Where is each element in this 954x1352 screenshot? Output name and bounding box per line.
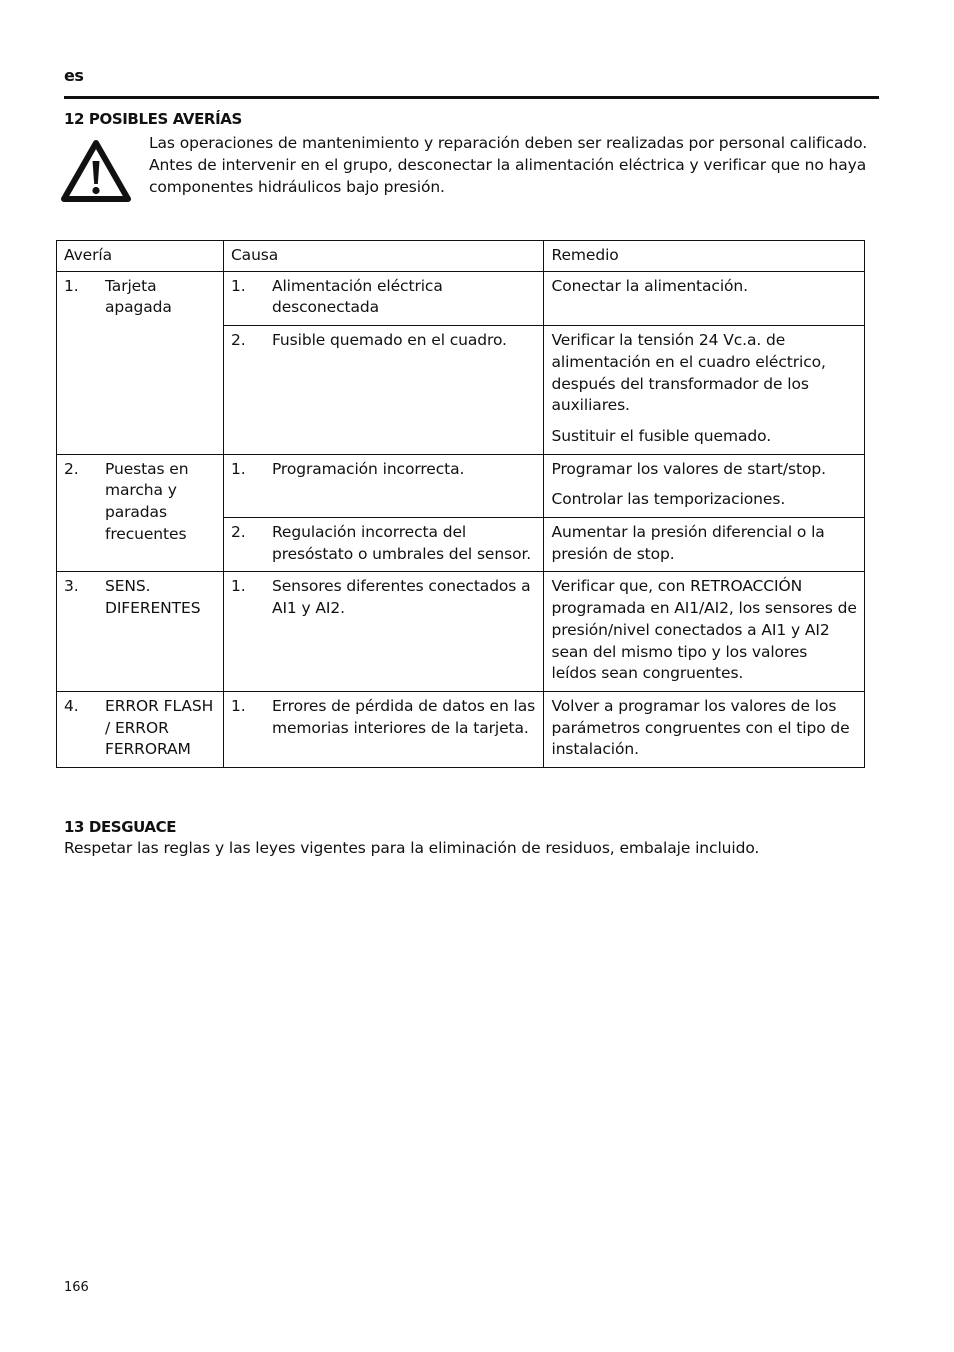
remedy-text: Volver a programar los valores de los parámetros congruentes con el tipo de instalación. (551, 696, 850, 759)
cause-cell (223, 691, 544, 767)
table-row (57, 454, 865, 517)
fault-text: ERROR FLASH / ERROR FERRORAM (105, 696, 214, 759)
remedy-cell (544, 326, 865, 455)
warning-text (149, 132, 879, 198)
page-number: 166 (64, 1280, 89, 1295)
cause-number: 1. (230, 577, 246, 596)
cause-text: Errores de pérdida de datos en las memorias interiores de la tarjeta. (271, 696, 536, 737)
warning-line: Las operaciones de mantenimiento y reparación deben ser realizadas por personal calificado. (149, 134, 868, 152)
remedy-cell (544, 572, 865, 692)
warning-triangle-icon (60, 139, 132, 203)
cause-text: Alimentación eléctrica desconectada (271, 276, 443, 317)
warning-line: componentes hidráulicos bajo presión. (149, 178, 445, 196)
remedy-cell (544, 454, 865, 517)
fault-number: 1. (64, 276, 79, 295)
cause-number: 1. (230, 459, 246, 478)
warning-line: Antes de intervenir en el grupo, desconectar la alimentación eléctrica y verificar que no haya (149, 156, 867, 174)
table-row (57, 691, 865, 767)
fault-number: 3. (64, 577, 79, 596)
section-13-title: 13 DESGUACE (64, 818, 177, 836)
language-tag: es (64, 66, 84, 85)
section-12-title: 12 POSIBLES AVERÍAS (64, 110, 242, 128)
remedy-text: Verificar que, con RETROACCIÓN programada en AI1/AI2, los sensores de presión/nivel conectados a AI1 y AI2 sean del mismo tipo y los valores leídos sean congruentes. (551, 577, 857, 683)
remedy-text: Sustituir el fusible quemado. (551, 426, 772, 445)
remedy-cell (544, 271, 865, 325)
cause-number: 2. (230, 523, 246, 542)
header-cause: Causa (223, 241, 544, 272)
table-header-row (57, 241, 865, 272)
fault-cell (57, 271, 224, 454)
fault-text: Puestas en marcha y paradas frecuentes (105, 459, 189, 543)
header-remedy: Remedio (544, 241, 865, 272)
remedy-cell (544, 518, 865, 572)
remedy-text: Controlar las temporizaciones. (551, 490, 786, 509)
fault-cell (57, 691, 224, 767)
header-rule (64, 96, 879, 99)
cause-number: 1. (230, 696, 246, 715)
fault-text: Tarjeta apagada (105, 276, 172, 317)
troubleshooting-table (56, 240, 865, 768)
cause-text: Regulación incorrecta del presóstato o umbrales del sensor. (271, 523, 532, 563)
cause-number: 1. (230, 276, 246, 295)
remedy-text: Verificar la tensión 24 Vc.a. de alimentación en el cuadro eléctrico, después del transformador de los auxiliares. (551, 331, 826, 415)
table-row (57, 572, 865, 692)
cause-cell (223, 518, 544, 572)
cause-text: Sensores diferentes conectados a AI1 y AI2. (271, 577, 531, 618)
remedy-text: Aumentar la presión diferencial o la presión de stop. (551, 523, 825, 563)
cause-text: Programación incorrecta. (271, 459, 465, 478)
remedy-text: Conectar la alimentación. (551, 276, 748, 295)
header-fault: Avería (57, 241, 224, 272)
table-row (57, 271, 865, 325)
cause-cell (223, 454, 544, 517)
fault-cell (57, 572, 224, 692)
cause-cell (223, 572, 544, 692)
remedy-text: Programar los valores de start/stop. (551, 459, 826, 478)
cause-text: Fusible quemado en el cuadro. (271, 331, 507, 350)
section-13-body: Respetar las reglas y las leyes vigentes para la eliminación de residuos, embalaje incluido. (64, 839, 760, 857)
cause-cell (223, 326, 544, 455)
cause-cell (223, 271, 544, 325)
fault-number: 4. (64, 696, 79, 715)
fault-number: 2. (64, 459, 79, 478)
fault-cell (57, 454, 224, 572)
fault-text: SENS. DIFERENTES (105, 577, 201, 618)
remedy-cell (544, 691, 865, 767)
cause-number: 2. (230, 331, 246, 350)
